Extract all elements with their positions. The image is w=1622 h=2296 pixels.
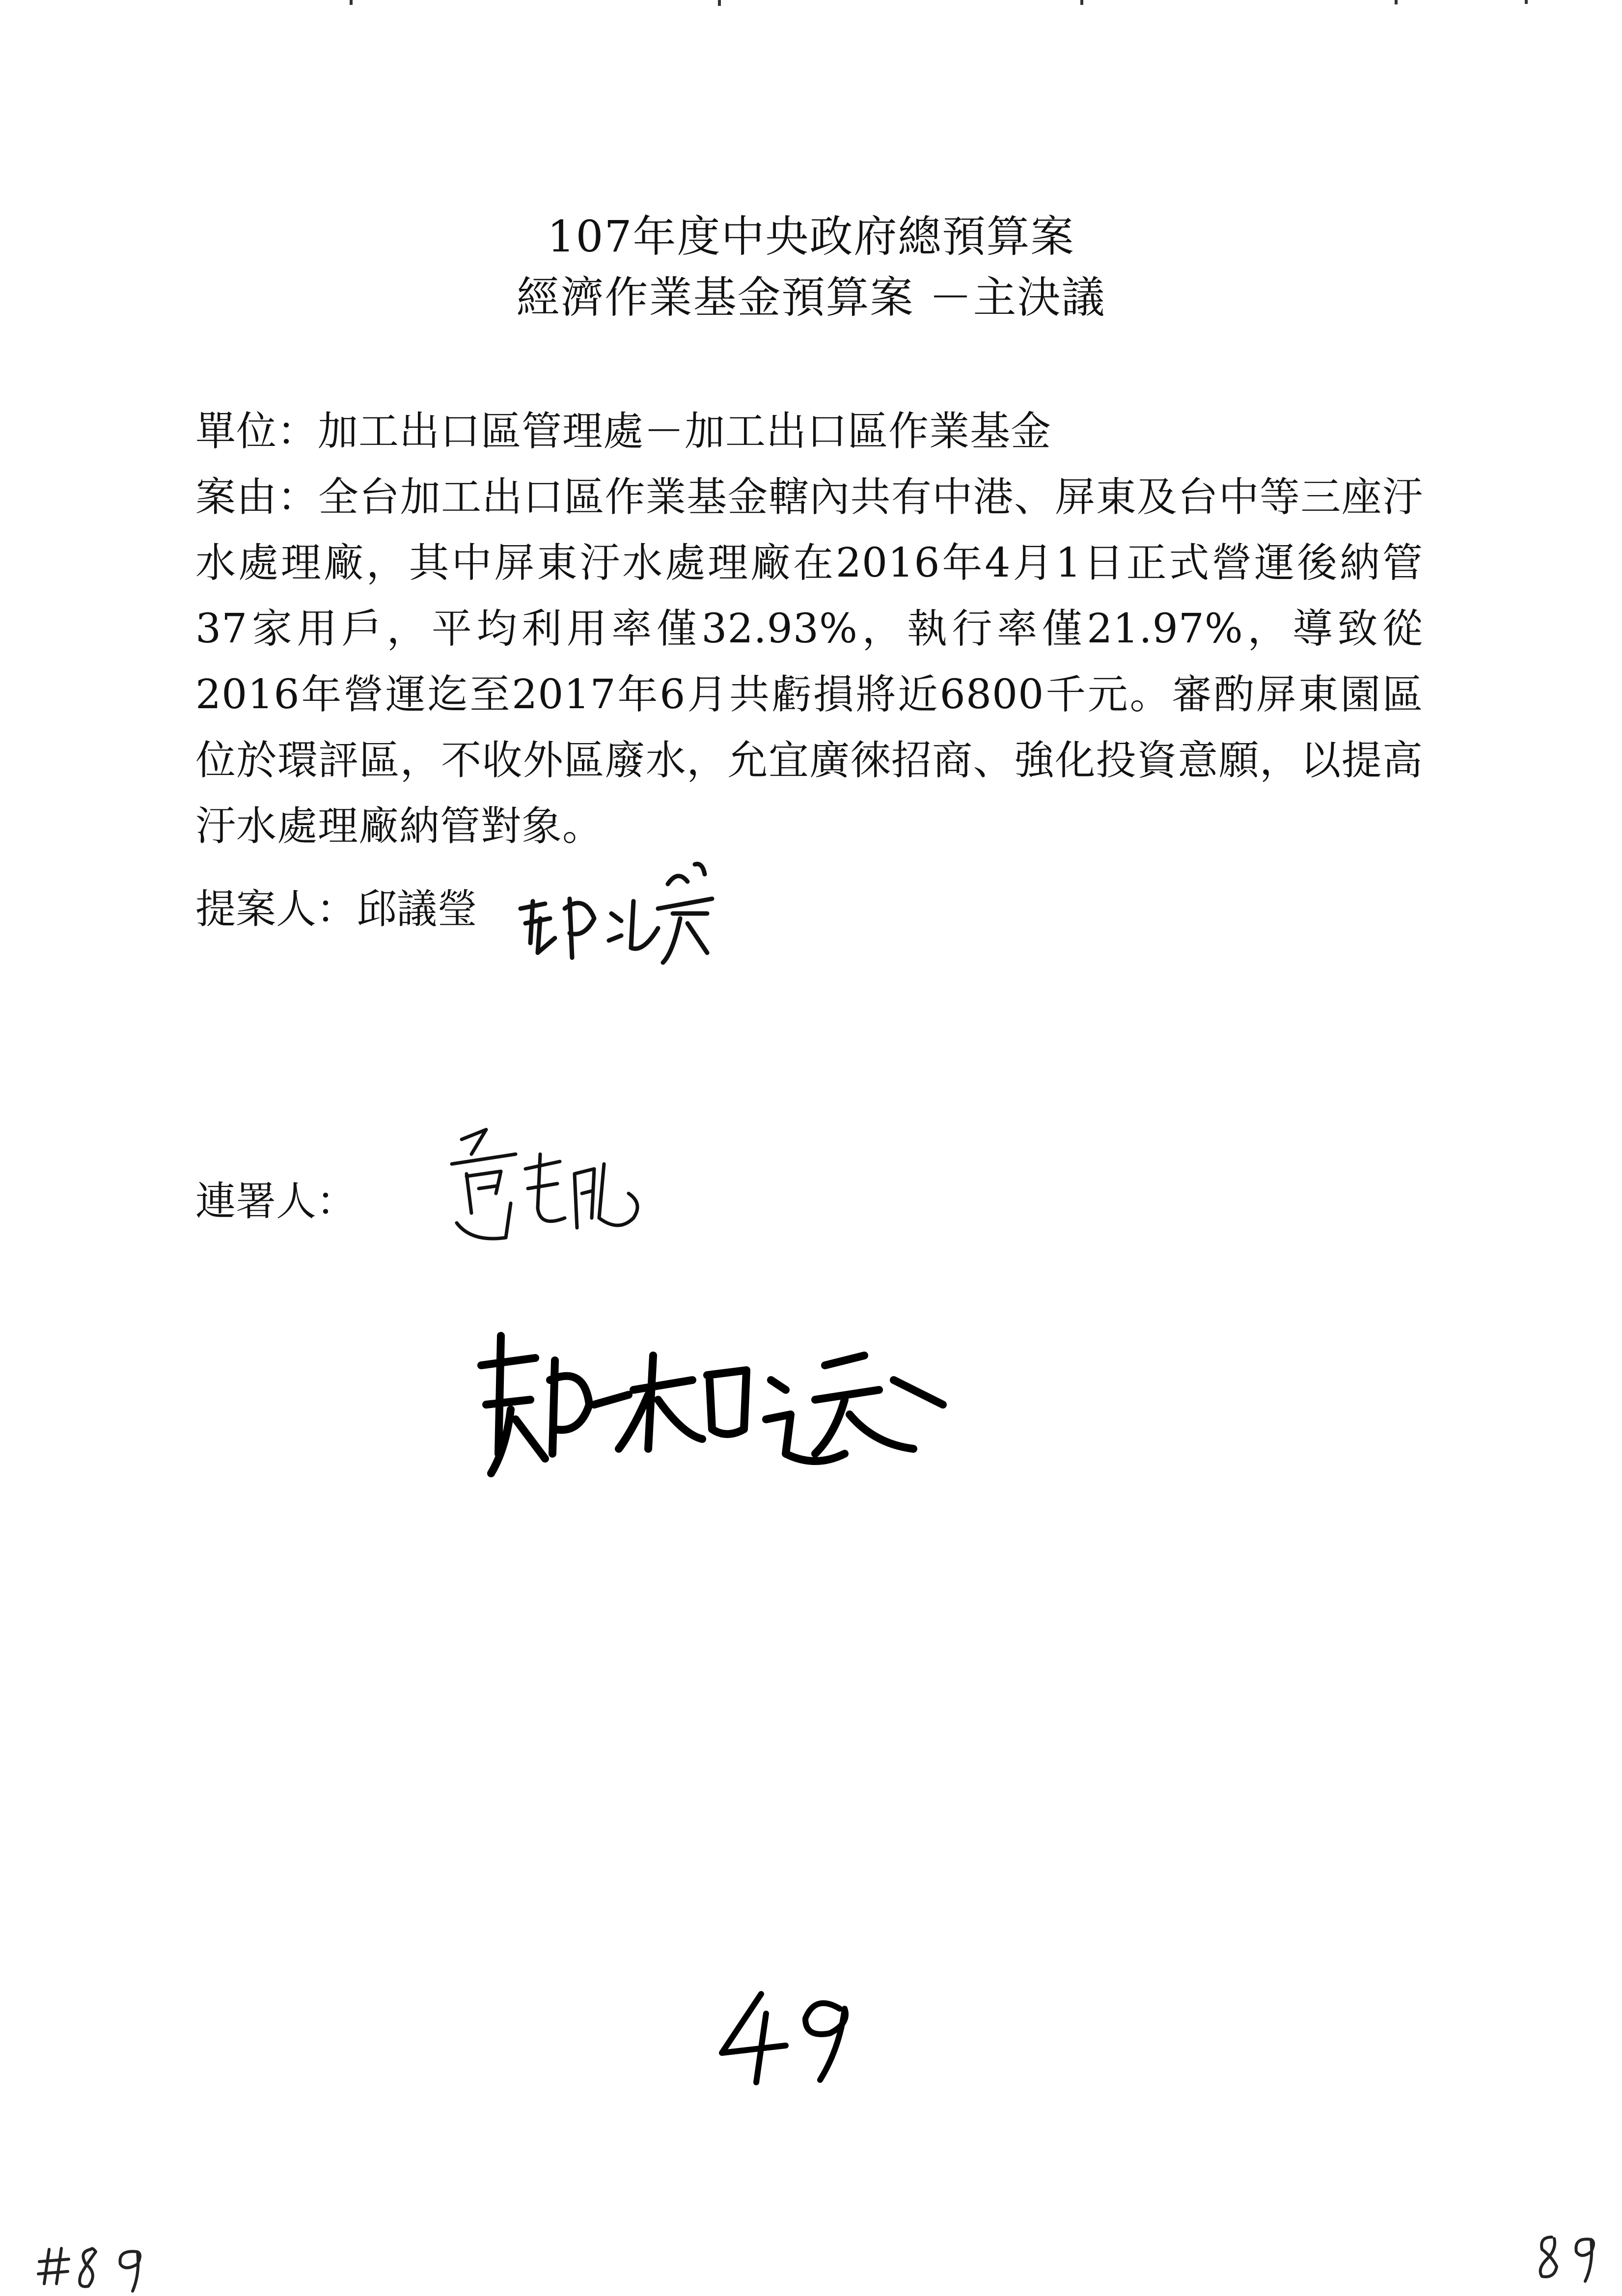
cosigner-line: 連署人： bbox=[195, 1178, 357, 1225]
reason-paragraph bbox=[195, 465, 1423, 859]
proposer-line: 提案人：邱議瑩 bbox=[195, 886, 478, 933]
document-title bbox=[0, 206, 1622, 328]
handwritten-page-number bbox=[707, 1984, 874, 2089]
handwritten-bottom-left bbox=[34, 2240, 162, 2296]
handwritten-bottom-right bbox=[1527, 2230, 1611, 2286]
title-line-1: 107年度中央政府總預算案 bbox=[547, 211, 1075, 262]
unit-line: 單位：加工出口區管理處－加工出口區作業基金 bbox=[195, 408, 1052, 455]
title-line-2: 經濟作業基金預算案 －主決議 bbox=[516, 272, 1106, 323]
document-body bbox=[195, 399, 1423, 859]
scan-edge-marks bbox=[0, 0, 1622, 8]
cosigner-signature-2 bbox=[471, 1306, 953, 1493]
reason-label: 案由： bbox=[195, 474, 319, 521]
cosigner-signature-1 bbox=[442, 1120, 648, 1257]
reason-text: 全台加工出口區作業基金轄內共有中港、屏東及台中等三座汙水處理廠，其中屏東汙水處理廠在2016年4月1日正式營運後納管37家用戶，平均利用率僅32.93%，執行率僅21.97%，導致從2016年營運迄至2017年6月共虧損將近6800千元。審酌屏東園區位於環評區，不收外區廢水，允宜廣徠招商、強化投資意願，以提高汙水處理廠納管對象。 bbox=[195, 474, 1423, 850]
proposer-signature bbox=[511, 855, 717, 982]
